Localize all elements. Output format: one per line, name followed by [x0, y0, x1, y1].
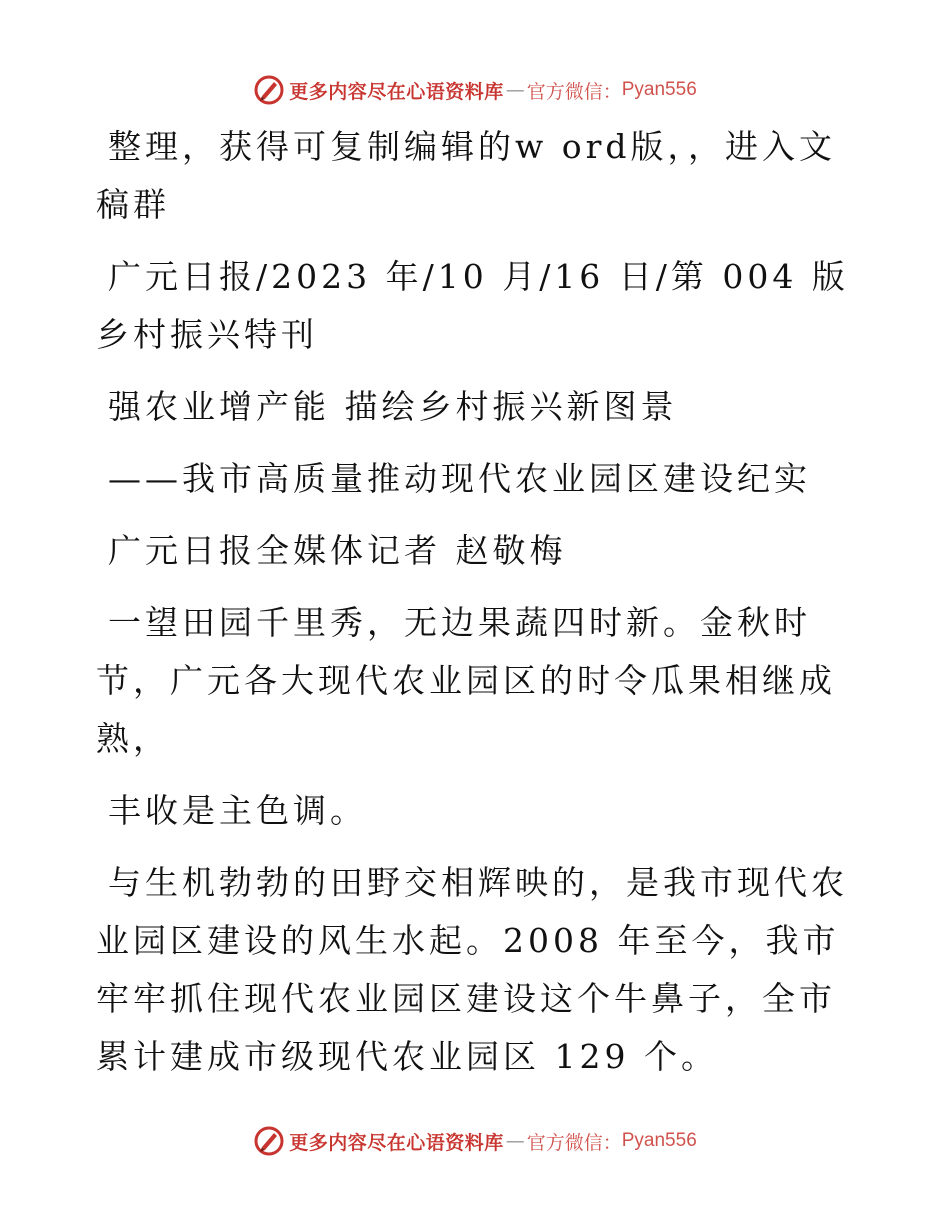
banner-wechat-id: Pyan556: [621, 1130, 697, 1151]
banner-wechat-label: 官方微信：: [526, 80, 622, 103]
banner-wechat-id: Pyan556: [621, 79, 697, 100]
article-title: 强农业增产能 描绘乡村振兴新图景: [108, 387, 678, 426]
document-body: [96, 118, 856, 1100]
paragraph-harvest: 丰收是主色调。: [108, 791, 367, 830]
paragraph-source-line: 广元日报/2023 年/10 月/16 日/第 004 版乡村振兴特刊: [96, 257, 849, 354]
banner-wechat-label: 官方微信：: [526, 1131, 622, 1154]
header-watermark-banner: [0, 70, 950, 110]
article-subtitle: ——我市高质量推动现代农业园区建设纪实: [108, 459, 811, 498]
banner-text: 更多内容尽在心语资料库: [289, 80, 504, 103]
article-byline: 广元日报全媒体记者 赵敬梅: [108, 531, 567, 570]
paragraph-parks-summary: 与生机勃勃的田野交相辉映的，是我市现代农业园区建设的风生水起。2008 年至今，我市牢牢抓住现代农业园区建设这个牛鼻子，全市累计建成市级现代农业园区 129 个。: [96, 863, 848, 1076]
banner-text: 更多内容尽在心语资料库: [289, 1131, 504, 1154]
banner-separator: —: [505, 79, 525, 101]
pen-circle-logo-icon: [253, 1125, 285, 1157]
paragraph-intro-note: 整理，获得可复制编辑的w ord版，，进入文稿群: [96, 127, 837, 224]
pen-circle-logo-icon: [253, 74, 285, 106]
banner-separator: —: [505, 1130, 525, 1152]
paragraph-opening: 一望田园千里秀，无边果蔬四时新。金秋时节，广元各大现代农业园区的时令瓜果相继成熟，: [96, 603, 836, 758]
footer-watermark-banner: [0, 1121, 950, 1161]
